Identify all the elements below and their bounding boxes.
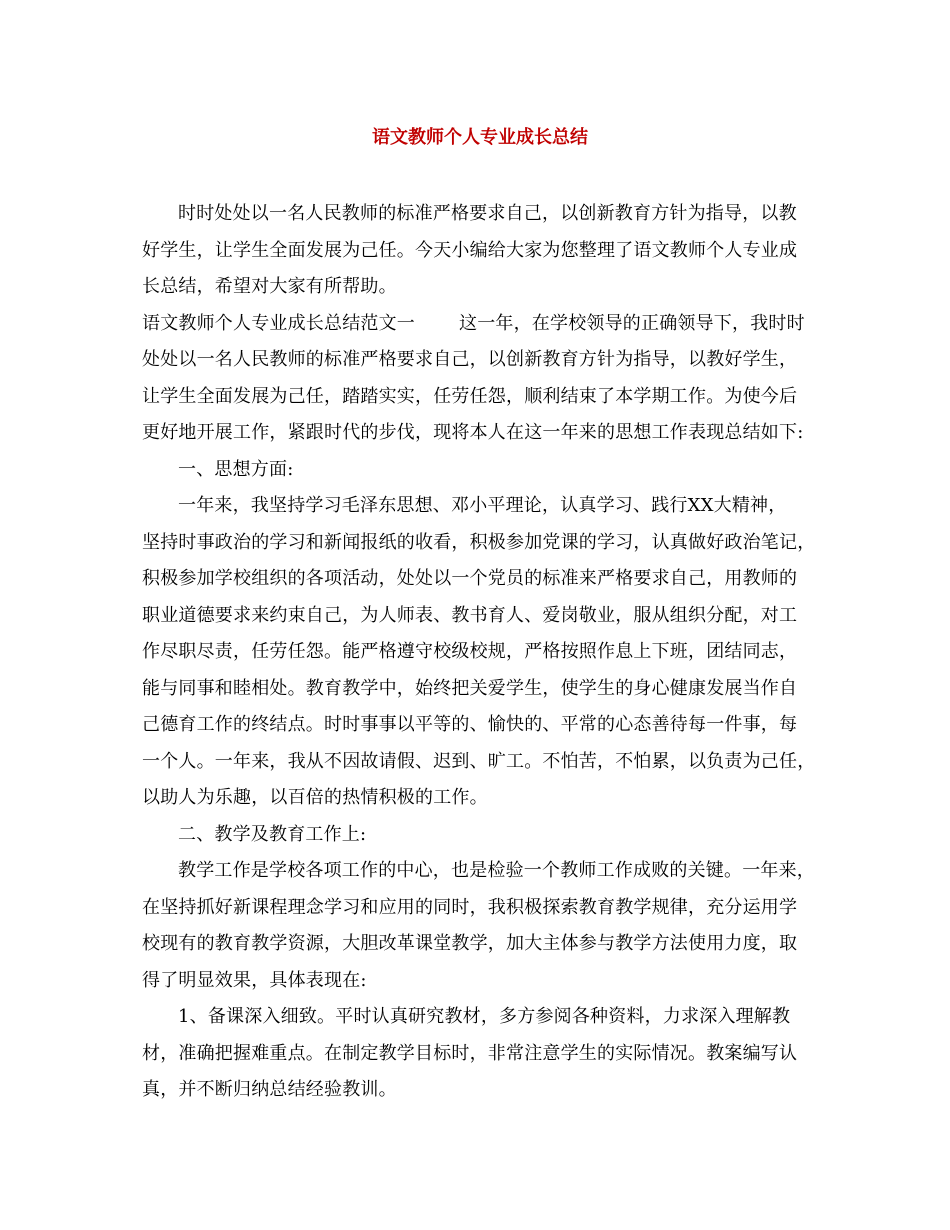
- text-line: [142, 744, 818, 781]
- text-line: [142, 525, 818, 562]
- text-line: [142, 233, 818, 270]
- text-line-content: 1、备课深入细致。平时认真研究教材，多方参阅各种资料，力求深入理解教: [178, 1006, 791, 1027]
- text-line: [142, 926, 818, 963]
- text-line-content: 积极参加学校组织的各项活动，处处以一个党员的标准来严格要求自己，用教师的: [142, 568, 798, 589]
- document-body: [142, 196, 818, 1109]
- text-line: [142, 817, 818, 854]
- text-line: [142, 415, 818, 452]
- text-line: [142, 342, 818, 379]
- text-line-content: 二、教学及教育工作上:: [178, 823, 367, 845]
- text-line-content: 材，准确把握难重点。在制定教学目标时，非常注意学生的实际情况。教案编写认: [142, 1042, 798, 1064]
- text-line-content: 一、思想方面:: [178, 458, 294, 480]
- text-line-content: 让学生全面发展为己任，踏踏实实，任劳任怨，顺利结束了本学期工作。为使今后: [142, 385, 798, 407]
- text-line: [142, 963, 818, 1000]
- text-line-content: 得了明显效果，具体表现在:: [142, 969, 367, 991]
- text-line-content: 一年来，我坚持学习毛泽东思想、邓小平理论，认真学习、践行XX大精神，: [178, 495, 787, 516]
- text-line-content: 坚持时事政治的学习和新闻报纸的收看，积极参加党课的学习，认真做好政治笔记，: [142, 531, 816, 553]
- text-line: [142, 196, 818, 233]
- text-line-content: 真，并不断归纳总结经验教训。: [142, 1079, 397, 1100]
- text-line: [142, 634, 818, 671]
- text-line: [142, 306, 818, 343]
- text-line-content: 时时处处以一名人民教师的标准严格要求自己，以创新教育方针为指导，以教: [178, 203, 797, 224]
- text-line-content: 教学工作是学校各项工作的中心，也是检验一个教师工作成败的关键。一年来，: [178, 860, 815, 881]
- text-line-content: 好学生，让学生全面发展为己任。今天小编给大家为您整理了语文教师个人专业成: [142, 239, 798, 261]
- text-line: [142, 707, 818, 744]
- text-line-content: 己德育工作的终结点。时时事事以平等的、愉快的、平常的心态善待每一件事，每: [142, 714, 798, 735]
- text-line: [142, 853, 818, 890]
- text-line-content: 作尽职尽责，任劳任怨。能严格遵守校级校规，严格按照作息上下班，团结同志，: [142, 641, 798, 662]
- text-line: [142, 1072, 818, 1109]
- text-line-content: 在坚持抓好新课程理念学习和应用的同时，我积极探索教育教学规律，充分运用学: [142, 896, 798, 918]
- text-line-content: 语文教师个人专业成长总结范文一: [142, 312, 415, 334]
- text-line: [142, 561, 818, 598]
- text-line: [142, 452, 818, 489]
- text-line-content: 处处以一名人民教师的标准严格要求自己，以创新教育方针为指导，以教好学生，: [142, 349, 798, 370]
- text-line-content: 长总结，希望对大家有所帮助。: [142, 276, 397, 297]
- text-line-content: 以助人为乐趣，以百倍的热情积极的工作。: [142, 787, 488, 808]
- text-line: [142, 488, 818, 525]
- text-line: [142, 269, 818, 306]
- text-line: [142, 780, 818, 817]
- text-line: [142, 999, 818, 1036]
- text-line: [142, 890, 818, 927]
- text-line-content: 职业道德要求来约束自己，为人师表、教书育人、爱岗敬业，服从组织分配，对工: [142, 604, 798, 626]
- document-page: [142, 118, 818, 1109]
- text-line-content: 校现有的教育教学资源，大胆改革课堂教学，加大主体参与教学方法使用力度，取: [142, 933, 798, 954]
- text-line: [142, 598, 818, 635]
- text-line: [142, 671, 818, 708]
- text-line-tail: 这一年，在学校领导的正确领导下，我时时: [459, 312, 805, 334]
- text-line: [142, 1036, 818, 1073]
- document-title: 语文教师个人专业成长总结: [372, 127, 588, 148]
- text-line: [142, 379, 818, 416]
- text-line-content: 更好地开展工作，紧跟时代的步伐，现将本人在这一年来的思想工作表现总结如下:: [142, 422, 804, 443]
- text-line-content: 一个人。一年来，我从不因故请假、迟到、旷工。不怕苦，不怕累，以负责为己任，: [142, 750, 816, 772]
- text-line-content: 能与同事和睦相处。教育教学中，始终把关爱学生，使学生的身心健康发展当作自: [142, 677, 798, 699]
